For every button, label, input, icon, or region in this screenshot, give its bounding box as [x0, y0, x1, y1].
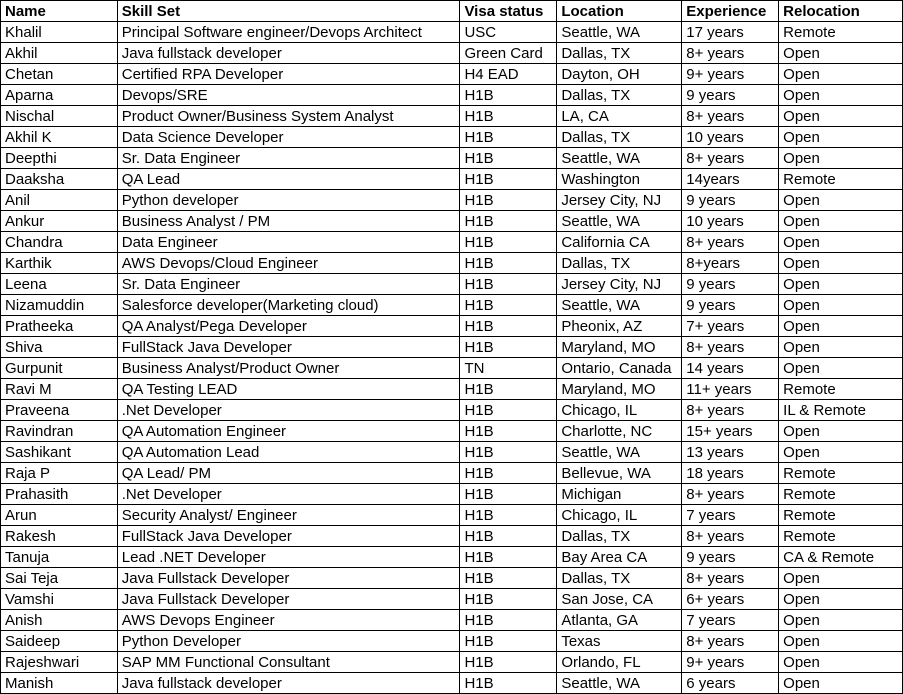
table-row — [1, 421, 903, 442]
experience-cell: 7+ years — [682, 316, 779, 337]
table-row — [1, 463, 903, 484]
visa-status-cell: H1B — [460, 316, 557, 337]
relocation-cell: Open — [779, 127, 903, 148]
name-cell: Karthik — [1, 253, 118, 274]
experience-cell: 9+ years — [682, 64, 779, 85]
skill-set-cell: Business Analyst/Product Owner — [117, 358, 460, 379]
relocation-cell: Open — [779, 316, 903, 337]
visa-status-cell: H1B — [460, 589, 557, 610]
relocation-cell: Open — [779, 274, 903, 295]
name-cell: Akhil K — [1, 127, 118, 148]
relocation-cell: Remote — [779, 22, 903, 43]
skill-set-cell: Lead .NET Developer — [117, 547, 460, 568]
table-row — [1, 568, 903, 589]
relocation-cell: Remote — [779, 484, 903, 505]
location-cell: Maryland, MO — [557, 337, 682, 358]
skill-set-cell: Java Fullstack Developer — [117, 568, 460, 589]
location-cell: Bellevue, WA — [557, 463, 682, 484]
location-cell: Dallas, TX — [557, 568, 682, 589]
location-cell: Bay Area CA — [557, 547, 682, 568]
relocation-cell: CA & Remote — [779, 547, 903, 568]
visa-status-cell: H1B — [460, 547, 557, 568]
experience-cell: 7 years — [682, 505, 779, 526]
visa-status-cell: H1B — [460, 652, 557, 673]
location-cell: Dallas, TX — [557, 253, 682, 274]
location-cell: Chicago, IL — [557, 400, 682, 421]
skill-set-cell: Python developer — [117, 190, 460, 211]
experience-cell: 8+ years — [682, 400, 779, 421]
name-cell: Rakesh — [1, 526, 118, 547]
name-cell: Khalil — [1, 22, 118, 43]
table-row — [1, 274, 903, 295]
visa-status-cell: H1B — [460, 631, 557, 652]
skill-set-cell: Product Owner/Business System Analyst — [117, 106, 460, 127]
visa-status-cell: Green Card — [460, 43, 557, 64]
experience-cell: 8+ years — [682, 148, 779, 169]
experience-cell: 11+ years — [682, 379, 779, 400]
relocation-cell: Open — [779, 568, 903, 589]
column-header-relocation: Relocation — [779, 1, 903, 22]
visa-status-cell: H1B — [460, 610, 557, 631]
table-row — [1, 400, 903, 421]
column-header-visa-status: Visa status — [460, 1, 557, 22]
table-row — [1, 505, 903, 526]
table-row — [1, 442, 903, 463]
skill-set-cell: Sr. Data Engineer — [117, 274, 460, 295]
experience-cell: 9 years — [682, 85, 779, 106]
skill-set-cell: Certified RPA Developer — [117, 64, 460, 85]
relocation-cell: Open — [779, 64, 903, 85]
visa-status-cell: H1B — [460, 127, 557, 148]
relocation-cell: Open — [779, 337, 903, 358]
experience-cell: 9 years — [682, 274, 779, 295]
visa-status-cell: H1B — [460, 106, 557, 127]
skill-set-cell: QA Lead/ PM — [117, 463, 460, 484]
skill-set-cell: Security Analyst/ Engineer — [117, 505, 460, 526]
visa-status-cell: H1B — [460, 169, 557, 190]
location-cell: Jersey City, NJ — [557, 190, 682, 211]
visa-status-cell: USC — [460, 22, 557, 43]
relocation-cell: Remote — [779, 463, 903, 484]
skill-set-cell: QA Lead — [117, 169, 460, 190]
visa-status-cell: H1B — [460, 400, 557, 421]
name-cell: Deepthi — [1, 148, 118, 169]
location-cell: Michigan — [557, 484, 682, 505]
relocation-cell: Remote — [779, 505, 903, 526]
location-cell: Atlanta, GA — [557, 610, 682, 631]
experience-cell: 8+ years — [682, 106, 779, 127]
skill-set-cell: QA Automation Engineer — [117, 421, 460, 442]
experience-cell: 7 years — [682, 610, 779, 631]
skill-set-cell: Java fullstack developer — [117, 673, 460, 694]
visa-status-cell: H1B — [460, 421, 557, 442]
experience-cell: 9 years — [682, 295, 779, 316]
experience-cell: 6+ years — [682, 589, 779, 610]
name-cell: Anish — [1, 610, 118, 631]
location-cell: Seattle, WA — [557, 148, 682, 169]
name-cell: Aparna — [1, 85, 118, 106]
skill-set-cell: Python Developer — [117, 631, 460, 652]
experience-cell: 14 years — [682, 358, 779, 379]
skill-set-cell: .Net Developer — [117, 484, 460, 505]
table-row — [1, 610, 903, 631]
visa-status-cell: H1B — [460, 379, 557, 400]
visa-status-cell: H1B — [460, 85, 557, 106]
table-row — [1, 589, 903, 610]
table-row — [1, 190, 903, 211]
skill-set-cell: Sr. Data Engineer — [117, 148, 460, 169]
relocation-cell: Open — [779, 358, 903, 379]
location-cell: Dallas, TX — [557, 43, 682, 64]
location-cell: Seattle, WA — [557, 22, 682, 43]
experience-cell: 15+ years — [682, 421, 779, 442]
name-cell: Akhil — [1, 43, 118, 64]
table-row — [1, 211, 903, 232]
visa-status-cell: H1B — [460, 568, 557, 589]
relocation-cell: Open — [779, 190, 903, 211]
table-row — [1, 106, 903, 127]
table-row — [1, 43, 903, 64]
table-row — [1, 127, 903, 148]
table-row — [1, 337, 903, 358]
name-cell: Gurpunit — [1, 358, 118, 379]
experience-cell: 18 years — [682, 463, 779, 484]
name-cell: Nizamuddin — [1, 295, 118, 316]
column-header-name: Name — [1, 1, 118, 22]
location-cell: Ontario, Canada — [557, 358, 682, 379]
table-header — [1, 1, 903, 22]
visa-status-cell: H1B — [460, 274, 557, 295]
name-cell: Nischal — [1, 106, 118, 127]
relocation-cell: Open — [779, 295, 903, 316]
skill-set-cell: FullStack Java Developer — [117, 337, 460, 358]
skill-set-cell: Principal Software engineer/Devops Architect — [117, 22, 460, 43]
skill-set-cell: Devops/SRE — [117, 85, 460, 106]
name-cell: Shiva — [1, 337, 118, 358]
location-cell: California CA — [557, 232, 682, 253]
name-cell: Daaksha — [1, 169, 118, 190]
experience-cell: 8+years — [682, 253, 779, 274]
table-row — [1, 379, 903, 400]
skill-set-cell: SAP MM Functional Consultant — [117, 652, 460, 673]
location-cell: Charlotte, NC — [557, 421, 682, 442]
experience-cell: 10 years — [682, 211, 779, 232]
visa-status-cell: H1B — [460, 232, 557, 253]
relocation-cell: IL & Remote — [779, 400, 903, 421]
header-row — [1, 1, 903, 22]
visa-status-cell: H1B — [460, 190, 557, 211]
experience-cell: 8+ years — [682, 43, 779, 64]
visa-status-cell: H1B — [460, 295, 557, 316]
visa-status-cell: H1B — [460, 463, 557, 484]
skill-set-cell: Business Analyst / PM — [117, 211, 460, 232]
location-cell: Washington — [557, 169, 682, 190]
location-cell: Jersey City, NJ — [557, 274, 682, 295]
relocation-cell: Open — [779, 442, 903, 463]
experience-cell: 8+ years — [682, 337, 779, 358]
location-cell: Seattle, WA — [557, 211, 682, 232]
experience-cell: 9 years — [682, 547, 779, 568]
visa-status-cell: H1B — [460, 253, 557, 274]
location-cell: Dallas, TX — [557, 85, 682, 106]
experience-cell: 8+ years — [682, 526, 779, 547]
table-row — [1, 631, 903, 652]
relocation-cell: Open — [779, 148, 903, 169]
visa-status-cell: TN — [460, 358, 557, 379]
table-row — [1, 673, 903, 694]
skill-set-cell: Salesforce developer(Marketing cloud) — [117, 295, 460, 316]
relocation-cell: Open — [779, 652, 903, 673]
table-row — [1, 64, 903, 85]
relocation-cell: Open — [779, 421, 903, 442]
experience-cell: 8+ years — [682, 484, 779, 505]
visa-status-cell: H1B — [460, 211, 557, 232]
visa-status-cell: H1B — [460, 337, 557, 358]
location-cell: Dayton, OH — [557, 64, 682, 85]
location-cell: Dallas, TX — [557, 127, 682, 148]
skill-set-cell: QA Testing LEAD — [117, 379, 460, 400]
location-cell: Orlando, FL — [557, 652, 682, 673]
name-cell: Saideep — [1, 631, 118, 652]
skill-set-cell: .Net Developer — [117, 400, 460, 421]
relocation-cell: Open — [779, 589, 903, 610]
name-cell: Ankur — [1, 211, 118, 232]
table-row — [1, 547, 903, 568]
location-cell: Texas — [557, 631, 682, 652]
relocation-cell: Open — [779, 631, 903, 652]
table-row — [1, 316, 903, 337]
visa-status-cell: H1B — [460, 505, 557, 526]
relocation-cell: Open — [779, 673, 903, 694]
skill-set-cell: Data Science Developer — [117, 127, 460, 148]
experience-cell: 9 years — [682, 190, 779, 211]
name-cell: Manish — [1, 673, 118, 694]
name-cell: Sashikant — [1, 442, 118, 463]
relocation-cell: Remote — [779, 379, 903, 400]
location-cell: San Jose, CA — [557, 589, 682, 610]
column-header-location: Location — [557, 1, 682, 22]
name-cell: Arun — [1, 505, 118, 526]
skill-set-cell: Java fullstack developer — [117, 43, 460, 64]
skill-set-cell: Java Fullstack Developer — [117, 589, 460, 610]
table-row — [1, 169, 903, 190]
name-cell: Praveena — [1, 400, 118, 421]
table-row — [1, 652, 903, 673]
column-header-experience: Experience — [682, 1, 779, 22]
location-cell: LA, CA — [557, 106, 682, 127]
relocation-cell: Remote — [779, 169, 903, 190]
experience-cell: 13 years — [682, 442, 779, 463]
experience-cell: 9+ years — [682, 652, 779, 673]
skill-set-cell: Data Engineer — [117, 232, 460, 253]
relocation-cell: Open — [779, 106, 903, 127]
name-cell: Raja P — [1, 463, 118, 484]
location-cell: Seattle, WA — [557, 442, 682, 463]
name-cell: Leena — [1, 274, 118, 295]
table-row — [1, 526, 903, 547]
location-cell: Seattle, WA — [557, 673, 682, 694]
experience-cell: 8+ years — [682, 631, 779, 652]
relocation-cell: Open — [779, 211, 903, 232]
name-cell: Anil — [1, 190, 118, 211]
table-row — [1, 22, 903, 43]
skill-set-cell: AWS Devops Engineer — [117, 610, 460, 631]
skill-set-cell: AWS Devops/Cloud Engineer — [117, 253, 460, 274]
relocation-cell: Open — [779, 85, 903, 106]
experience-cell: 10 years — [682, 127, 779, 148]
location-cell: Pheonix, AZ — [557, 316, 682, 337]
name-cell: Chandra — [1, 232, 118, 253]
table-row — [1, 148, 903, 169]
table-row — [1, 484, 903, 505]
location-cell: Seattle, WA — [557, 295, 682, 316]
relocation-cell: Open — [779, 232, 903, 253]
table-body — [1, 22, 903, 694]
name-cell: Ravi M — [1, 379, 118, 400]
location-cell: Chicago, IL — [557, 505, 682, 526]
skill-set-cell: FullStack Java Developer — [117, 526, 460, 547]
relocation-cell: Remote — [779, 526, 903, 547]
table-row — [1, 232, 903, 253]
name-cell: Pratheeka — [1, 316, 118, 337]
visa-status-cell: H4 EAD — [460, 64, 557, 85]
name-cell: Chetan — [1, 64, 118, 85]
experience-cell: 14years — [682, 169, 779, 190]
column-header-skill-set: Skill Set — [117, 1, 460, 22]
location-cell: Dallas, TX — [557, 526, 682, 547]
name-cell: Prahasith — [1, 484, 118, 505]
relocation-cell: Open — [779, 253, 903, 274]
table-row — [1, 358, 903, 379]
visa-status-cell: H1B — [460, 442, 557, 463]
relocation-cell: Open — [779, 43, 903, 64]
table-row — [1, 295, 903, 316]
name-cell: Sai Teja — [1, 568, 118, 589]
experience-cell: 8+ years — [682, 232, 779, 253]
visa-status-cell: H1B — [460, 484, 557, 505]
experience-cell: 17 years — [682, 22, 779, 43]
skill-set-cell: QA Automation Lead — [117, 442, 460, 463]
visa-status-cell: H1B — [460, 148, 557, 169]
table-row — [1, 85, 903, 106]
visa-status-cell: H1B — [460, 673, 557, 694]
location-cell: Maryland, MO — [557, 379, 682, 400]
visa-status-cell: H1B — [460, 526, 557, 547]
experience-cell: 6 years — [682, 673, 779, 694]
table-row — [1, 253, 903, 274]
experience-cell: 8+ years — [682, 568, 779, 589]
name-cell: Ravindran — [1, 421, 118, 442]
name-cell: Vamshi — [1, 589, 118, 610]
skill-set-cell: QA Analyst/Pega Developer — [117, 316, 460, 337]
name-cell: Tanuja — [1, 547, 118, 568]
relocation-cell: Open — [779, 610, 903, 631]
name-cell: Rajeshwari — [1, 652, 118, 673]
